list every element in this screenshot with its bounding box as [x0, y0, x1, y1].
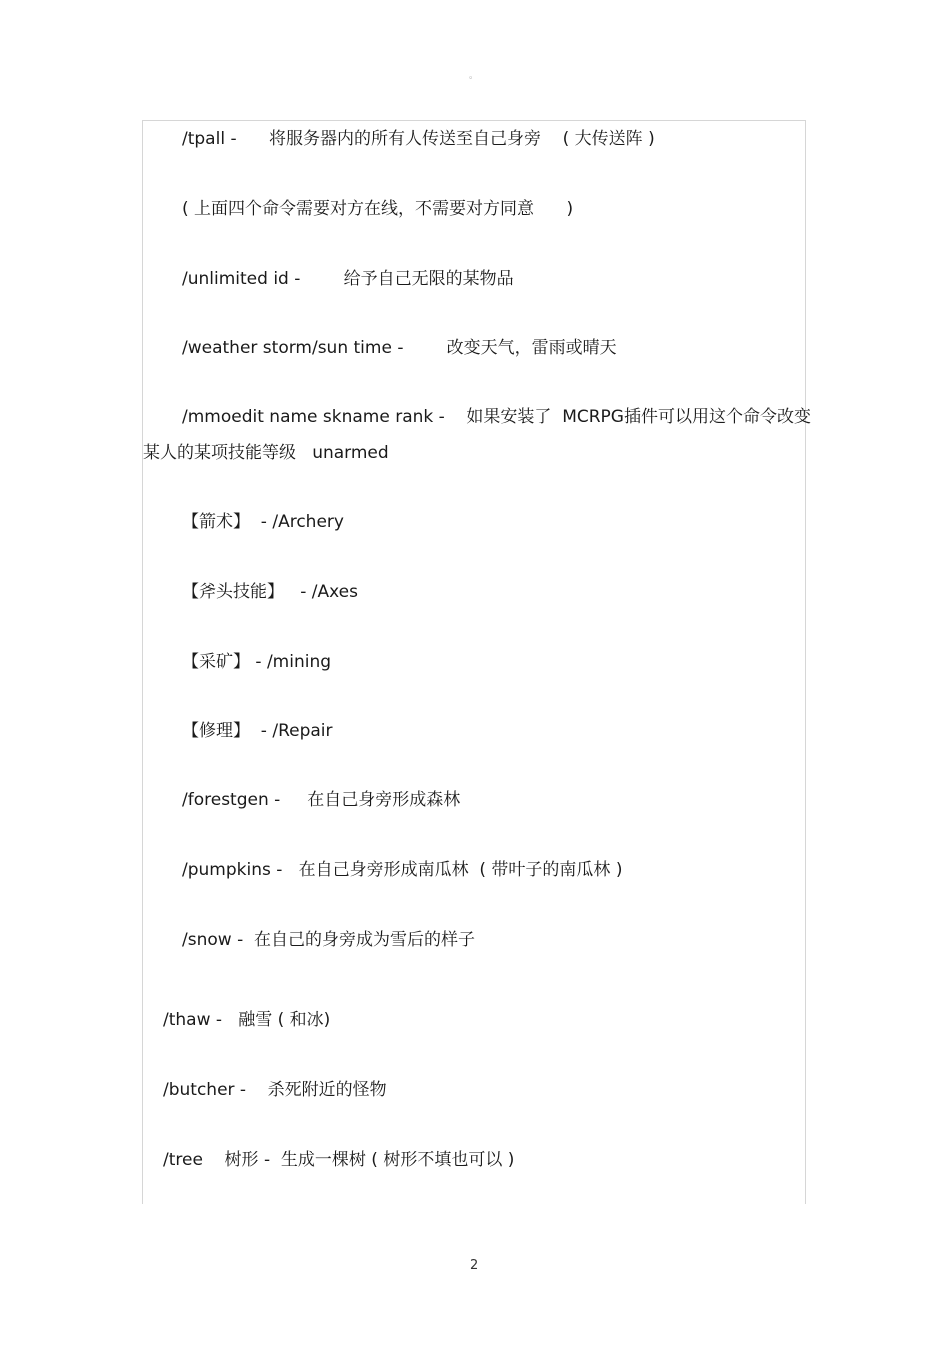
command-mmoedit-continued: 某人的某项技能等级 unarmed: [143, 443, 389, 463]
command-tree: /tree 树形 - 生成一棵树 ( 树形不填也可以 ): [163, 1150, 515, 1170]
commands-note: ( 上面四个命令需要对方在线，不需要对方同意 ): [182, 199, 574, 219]
command-forestgen: /forestgen - 在自己身旁形成森林: [182, 790, 461, 810]
command-weather: /weather storm/sun time - 改变天气，雷雨或晴天: [182, 338, 617, 358]
skill-mining: 【采矿】 - /mining: [182, 652, 332, 672]
page-header-mark: 。: [469, 71, 479, 81]
skill-repair: 【修理】 - /Repair: [182, 721, 333, 741]
skill-archery: 【箭术】 - /Archery: [182, 512, 344, 532]
command-butcher: /butcher - 杀死附近的怪物: [163, 1080, 387, 1100]
skill-axes: 【斧头技能】 - /Axes: [182, 582, 358, 602]
command-tpall: /tpall - 将服务器内的所有人传送至自己身旁 ( 大传送阵 ): [182, 129, 655, 149]
command-unlimited: /unlimited id - 给予自己无限的某物品: [182, 269, 514, 289]
command-snow: /snow - 在自己的身旁成为雪后的样子: [182, 930, 476, 950]
command-thaw: /thaw - 融雪 ( 和冰): [163, 1010, 331, 1030]
command-mmoedit: /mmoedit name skname rank - 如果安装了 MCRPG插件可以用这个命令改变: [182, 407, 811, 427]
command-pumpkins: /pumpkins - 在自己身旁形成南瓜林 ( 带叶子的南瓜林 ): [182, 860, 623, 880]
page-number: 2: [470, 1258, 479, 1273]
